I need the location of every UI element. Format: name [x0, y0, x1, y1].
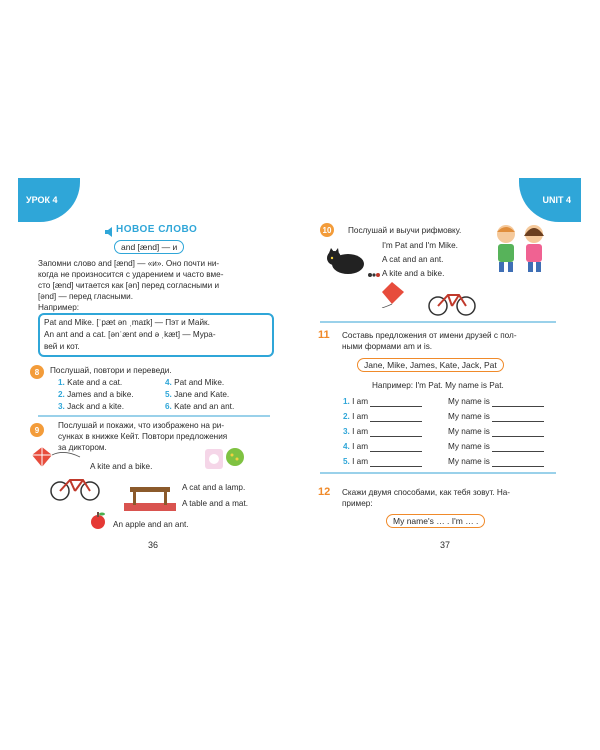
example-box-line-3: вей и кот.	[44, 342, 80, 351]
exercise-11-line-1: Составь предложения от имени друзей с пол-	[342, 331, 517, 340]
divider	[38, 415, 270, 417]
answer-blank[interactable]	[492, 428, 544, 437]
ex8-item-1: Kate and a cat.	[67, 378, 123, 387]
answer-blank[interactable]	[370, 398, 422, 407]
ex11-row-1-num: 1.	[343, 397, 350, 406]
ex8-item-6: Kate and an ant.	[174, 402, 235, 411]
intro-line-1: Запомни слово and [ænd] — «и». Оно почти ни-	[38, 259, 220, 268]
ex11-row-4-b: My name is	[448, 442, 490, 451]
rhyme-line-1: I'm Pat and I'm Mike.	[382, 241, 458, 250]
divider-right-2	[320, 472, 556, 474]
exercise-8-badge	[30, 365, 44, 379]
ex11-row-5-num: 5.	[343, 457, 350, 466]
answer-blank[interactable]	[370, 443, 422, 452]
ex11-row-5-b: My name is	[448, 457, 490, 466]
exercise-8-number: 8	[34, 367, 40, 377]
exercise-9-number: 9	[34, 425, 40, 435]
apple-icon	[88, 510, 108, 535]
speaker-icon	[105, 224, 115, 234]
ex8-item-4-num: 4.	[165, 378, 172, 387]
exercise-11-number: 11	[318, 329, 330, 341]
exercise-10-instruction: Послушай и выучи рифмовку.	[348, 226, 462, 235]
new-word-title: НОВОЕ СЛОВО	[116, 224, 198, 235]
black-cat-icon	[326, 248, 368, 281]
exercise-11-line-2: ными формами am и is.	[342, 342, 433, 351]
table-mat-icon	[124, 485, 176, 516]
exercise-9-line-1: Послушай и покажи, что изображено на ри-	[58, 421, 225, 430]
name-phrase-pill: My name's … . I'm … .	[386, 514, 485, 528]
exercise-12-number: 12	[318, 486, 331, 498]
ex8-item-2: James and a bike.	[67, 390, 134, 399]
intro-line-3: сто [ænd] читается как [ən] перед согласными и	[38, 281, 220, 290]
caption-kite-bike: A kite and a bike.	[90, 462, 153, 471]
ex11-row-2-a: I am	[352, 412, 369, 421]
answer-blank[interactable]	[492, 413, 544, 422]
caption-apple-ant: An apple and an ant.	[113, 520, 189, 529]
caption-table-mat: A table and a mat.	[182, 499, 248, 508]
example-box-line-2: An ant and a cat. [ənˈænt ənd ə ˌkæt] — Мура-	[44, 330, 216, 339]
ex11-row-2-b: My name is	[448, 412, 490, 421]
ex11-row-2-num: 2.	[343, 412, 350, 421]
exercise-9-line-2: сунках в книжке Кейт. Повтори предложения	[58, 432, 228, 441]
ex11-row-3-b: My name is	[448, 427, 490, 436]
unit-badge	[519, 178, 581, 222]
answer-blank[interactable]	[492, 458, 544, 467]
ex8-item-2-num: 2.	[58, 390, 65, 399]
exercise-11-example: Например: I'm Pat. My name is Pat.	[372, 381, 504, 390]
answer-blank[interactable]	[492, 443, 544, 452]
ex11-row-4-a: I am	[352, 442, 369, 451]
exercise-9-line-3: за диктором.	[58, 443, 107, 452]
bike-icon	[50, 475, 100, 506]
names-pill: Jane, Mike, James, Kate, Jack, Pat	[357, 358, 504, 372]
divider-right	[320, 321, 556, 323]
ex8-item-3: Jack and a kite.	[67, 402, 125, 411]
answer-blank[interactable]	[370, 413, 422, 422]
lesson-badge-label: УРОК 4	[26, 195, 58, 205]
ex11-row-1-a: I am	[352, 397, 369, 406]
children-icon	[490, 222, 552, 279]
ex8-item-4: Pat and Mike.	[174, 378, 225, 387]
exercise-12-line-1: Скажи двумя способами, как тебя зовут. На-	[342, 488, 511, 497]
ex11-row-1-b: My name is	[448, 397, 490, 406]
ex11-row-3-a: I am	[352, 427, 369, 436]
rhyme-line-3: A kite and a bike.	[382, 269, 445, 278]
cat-lamp-icon	[205, 447, 245, 476]
answer-blank[interactable]	[492, 398, 544, 407]
exercise-10-number: 10	[322, 225, 332, 235]
intro-line-4: [ənd] — перед гласными.	[38, 292, 134, 301]
ex8-item-6-num: 6.	[165, 402, 172, 411]
ex11-row-4-num: 4.	[343, 442, 350, 451]
bike-icon-right	[428, 290, 476, 321]
exercise-12-line-2: пример:	[342, 499, 373, 508]
caption-cat-lamp: A cat and a lamp.	[182, 483, 246, 492]
ex11-row-3-num: 3.	[343, 427, 350, 436]
new-word-pill: and [ænd] — и	[114, 240, 184, 254]
page-number-left: 36	[148, 540, 159, 550]
kite-icon-right	[378, 282, 408, 313]
ex11-row-5-a: I am	[352, 457, 369, 466]
exercise-9-badge	[30, 423, 44, 437]
lesson-badge	[18, 178, 80, 222]
intro-line-2: когда не произносится с ударением и часто вме-	[38, 270, 224, 279]
example-label: Например:	[38, 303, 80, 312]
ex8-item-5: Jane and Kate.	[174, 390, 230, 399]
example-box-line-1: Pat and Mike. [ˈpæt ən ˌmaɪk] — Пэт и Майк.	[44, 318, 210, 327]
rhyme-line-2: A cat and an ant.	[382, 255, 444, 264]
ex8-item-1-num: 1.	[58, 378, 65, 387]
page-number-right: 37	[440, 540, 451, 550]
ex8-item-3-num: 3.	[58, 402, 65, 411]
unit-badge-label: UNIT 4	[542, 195, 571, 205]
exercise-10-badge	[320, 223, 334, 237]
answer-blank[interactable]	[370, 428, 422, 437]
answer-blank[interactable]	[370, 458, 422, 467]
ex8-item-5-num: 5.	[165, 390, 172, 399]
exercise-8-instruction: Послушай, повтори и переведи.	[50, 366, 172, 375]
